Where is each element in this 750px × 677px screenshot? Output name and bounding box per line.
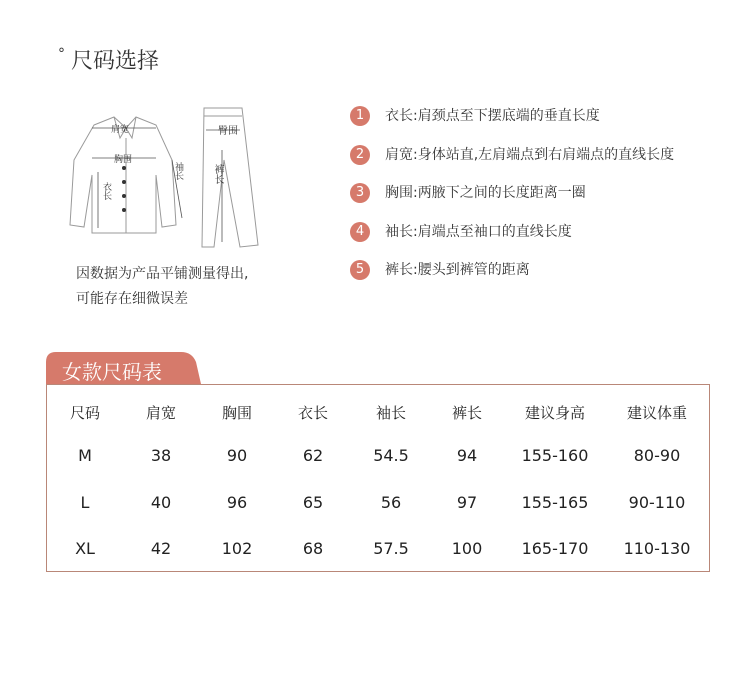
- garment-diagram: [64, 100, 274, 252]
- table-row: [47, 493, 711, 512]
- table-cell: XL: [75, 539, 95, 558]
- table-cell: L: [80, 493, 90, 512]
- label-pants-length: 裤长: [212, 164, 223, 184]
- size-table-title: 女款尺码表: [46, 352, 201, 384]
- header-cell: 建议体重: [626, 404, 687, 422]
- measure-text: 肩宽:身体站直,左肩端点到右肩端点的直线长度: [385, 146, 675, 163]
- label-shoulder: 肩宽: [111, 125, 130, 135]
- header-cell: 建议身高: [524, 404, 585, 422]
- label-sleeve: 袖长: [173, 162, 183, 180]
- section-title: ° 尺码选择: [58, 46, 160, 74]
- table-cell: 102: [221, 539, 253, 558]
- table-cell: 42: [150, 539, 172, 558]
- measure-text: 袖长:肩端点至袖口的直线长度: [385, 223, 572, 240]
- table-cell: 110-130: [623, 539, 691, 558]
- table-cell: 155-160: [521, 446, 589, 465]
- number-badge: 5: [350, 260, 370, 280]
- number-badge: 3: [350, 183, 370, 203]
- bullet-icon: °: [58, 46, 65, 62]
- measurement-note: 因数据为产品平铺测量得出, 可能存在细微误差: [76, 266, 249, 307]
- garment-illustration: [64, 100, 274, 252]
- measure-item: [350, 183, 674, 222]
- table-cell: 80-90: [633, 446, 681, 465]
- table-cell: 40: [150, 493, 172, 512]
- size-table: [46, 384, 710, 572]
- label-length: 衣长: [101, 182, 111, 200]
- header-cell: 裤长: [451, 404, 482, 422]
- table-cell: 62: [302, 446, 324, 465]
- table-cell: 165-170: [521, 539, 589, 558]
- number-badge: 4: [350, 222, 370, 242]
- table-row: [47, 539, 711, 558]
- measurement-guide: [350, 106, 674, 299]
- table-cell: 56: [380, 493, 402, 512]
- table-cell: 94: [456, 446, 478, 465]
- table-cell: 57.5: [373, 539, 409, 558]
- number-badge: 1: [350, 106, 370, 126]
- label-chest: 胸围: [114, 155, 133, 165]
- table-cell: 38: [150, 446, 172, 465]
- header-cell: 袖长: [375, 404, 406, 422]
- table-cell: 68: [302, 539, 324, 558]
- table-cell: 90: [226, 446, 248, 465]
- header-cell: 胸围: [221, 404, 252, 422]
- table-cell: 100: [451, 539, 483, 558]
- table-header-row: [47, 402, 711, 423]
- measure-item: [350, 260, 674, 299]
- measure-text: 衣长:肩颈点至下摆底端的垂直长度: [385, 108, 600, 124]
- table-row: [47, 446, 711, 465]
- table-cell: 155-165: [521, 493, 589, 512]
- header-cell: 衣长: [297, 404, 328, 422]
- header-cell: 肩宽: [145, 404, 176, 422]
- measure-item: [350, 222, 674, 261]
- header-cell: 尺码: [69, 404, 100, 422]
- measure-text: 裤长:腰头到裤管的距离: [385, 262, 530, 278]
- label-hip: 臀围: [218, 126, 238, 137]
- table-cell: 97: [456, 493, 478, 512]
- table-cell: 65: [302, 493, 324, 512]
- table-cell: 96: [226, 493, 248, 512]
- table-cell: M: [78, 446, 92, 465]
- table-cell: 54.5: [373, 446, 409, 465]
- number-badge: 2: [350, 145, 370, 165]
- measure-text: 胸围:两腋下之间的长度距离一圈: [385, 185, 586, 201]
- measure-item: [350, 145, 674, 184]
- table-cell: 90-110: [628, 493, 686, 512]
- measure-item: [350, 106, 674, 145]
